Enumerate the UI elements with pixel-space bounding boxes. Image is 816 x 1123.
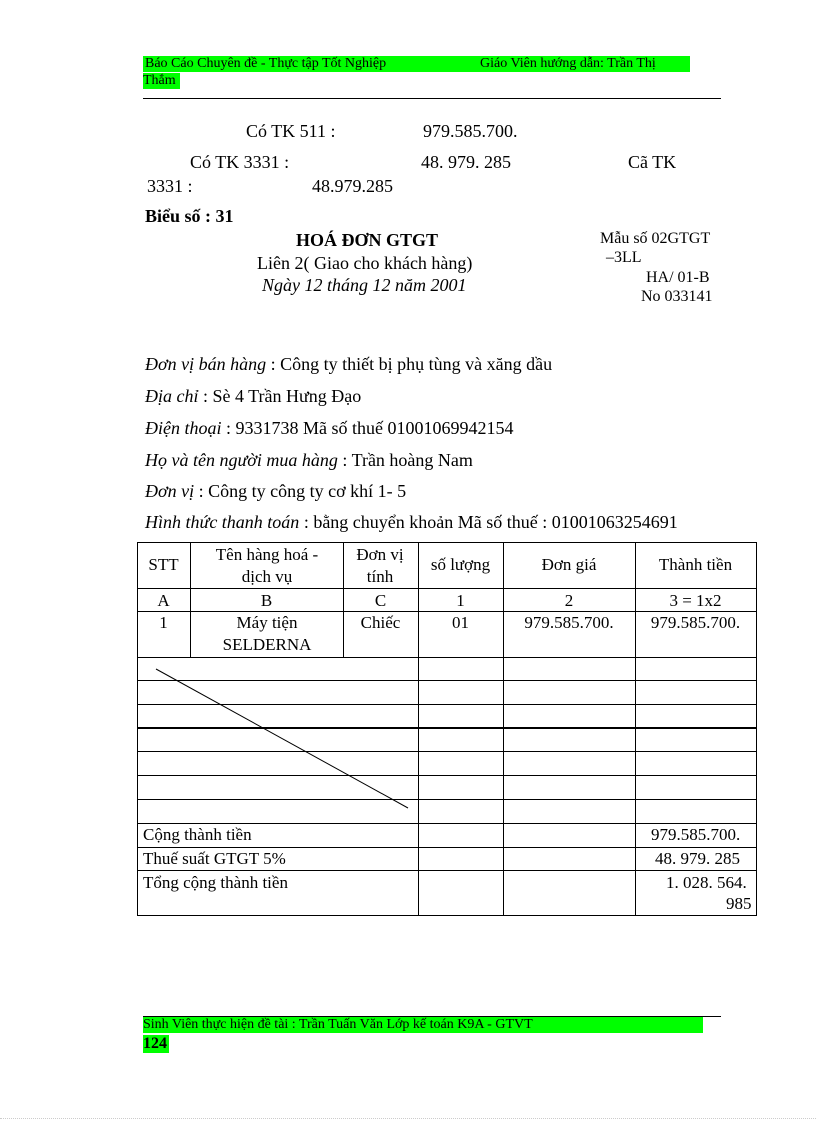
- invoice-date: Ngày 12 tháng 12 năm 2001: [262, 275, 467, 295]
- payment-line: Hình thức thanh toán : bằng chuyển khoản Mã số thuế : 01001063254691: [145, 512, 678, 532]
- code-1: 1: [456, 591, 465, 610]
- col-header-price: Đơn giá: [541, 555, 597, 574]
- buyer-line: Họ và tên người mua hàng : Trần hoàng Nam: [145, 450, 473, 470]
- code-2: 2: [564, 591, 574, 610]
- footer-student: Sinh Viên thực hiện đề tài : Trần Tuấn Văn Lớp kế toán K9A - GTVT: [143, 1017, 703, 1033]
- entry-2-value: 48. 979. 285: [421, 152, 511, 172]
- total-value-line2: 985: [726, 894, 752, 913]
- header-left: Báo Cáo Chuyên đề - Thực tập Tốt Nghiệp: [145, 56, 387, 71]
- code-b: B: [260, 591, 273, 610]
- code-a: A: [157, 591, 170, 610]
- total-label: Tổng cộng thành tiền: [143, 873, 288, 892]
- subtotal-value: 979.585.700.: [651, 825, 741, 844]
- col-header-qty: số lượng: [430, 555, 491, 574]
- col-header-name: Tên hàng hoá - dịch vụ: [215, 545, 319, 586]
- invoice-serial: No 033141: [641, 288, 713, 305]
- subtotal-label: Cộng thành tiền: [143, 825, 252, 844]
- form-number-1: Mẫu số 02GTGT: [600, 230, 711, 247]
- diagonal-strike-line: [150, 665, 415, 813]
- col-header-stt: STT: [148, 555, 179, 574]
- entry-2-right: Cã TK: [628, 152, 677, 172]
- entry-2-label: Có TK 3331 :: [190, 152, 290, 172]
- form-number-3: HA/ 01-B: [646, 269, 710, 286]
- invoice-copy: Liên 2( Giao cho khách hàng): [257, 253, 473, 273]
- vat-value: 48. 979. 285: [655, 849, 740, 868]
- seller-line: Đơn vị bán hàng : Công ty thiết bị phụ tùng và xăng dầu: [145, 354, 553, 374]
- header-right: Giáo Viên hướng dẫn: Trần Thị: [480, 56, 656, 71]
- row-qty: 01: [452, 613, 469, 632]
- header-wrap: Thắm: [143, 73, 180, 89]
- code-3: 3 = 1x2: [669, 591, 722, 610]
- unit-line: Đơn vị : Công ty công ty cơ khí 1- 5: [145, 481, 407, 501]
- header-rule: [143, 98, 721, 99]
- form-number-2: –3LL: [606, 249, 642, 266]
- row-amount: 979.585.700.: [650, 613, 741, 632]
- entry-3-value: 48.979.285: [312, 176, 393, 196]
- page-number: 124: [143, 1035, 167, 1052]
- row-stt: 1: [159, 613, 168, 632]
- row-name: Máy tiện SELDERNA: [222, 613, 312, 654]
- page-edge: [0, 1118, 816, 1119]
- entry-3-label: 3331 :: [147, 176, 193, 196]
- invoice-title: HOÁ ĐƠN GTGT: [296, 230, 439, 250]
- vat-label: Thuế suất GTGT 5%: [143, 849, 286, 868]
- entry-1-label: Có TK 511 :: [246, 121, 336, 141]
- col-header-amount: Thành tiền: [658, 555, 733, 574]
- phone-line: Điện thoại : 9331738 Mã số thuế 01001069942154: [145, 418, 514, 438]
- row-price: 979.585.700.: [524, 613, 614, 632]
- form-label: Biểu số : 31: [145, 206, 234, 226]
- col-header-unit: Đơn vị tính: [356, 545, 404, 586]
- code-c: C: [374, 591, 387, 610]
- address-line: Địa chỉ : Sè 4 Trần Hưng Đạo: [145, 386, 362, 406]
- total-value-line1: 1. 028. 564.: [666, 873, 747, 892]
- entry-1-value: 979.585.700.: [423, 121, 518, 141]
- row-unit: Chiếc: [360, 613, 401, 632]
